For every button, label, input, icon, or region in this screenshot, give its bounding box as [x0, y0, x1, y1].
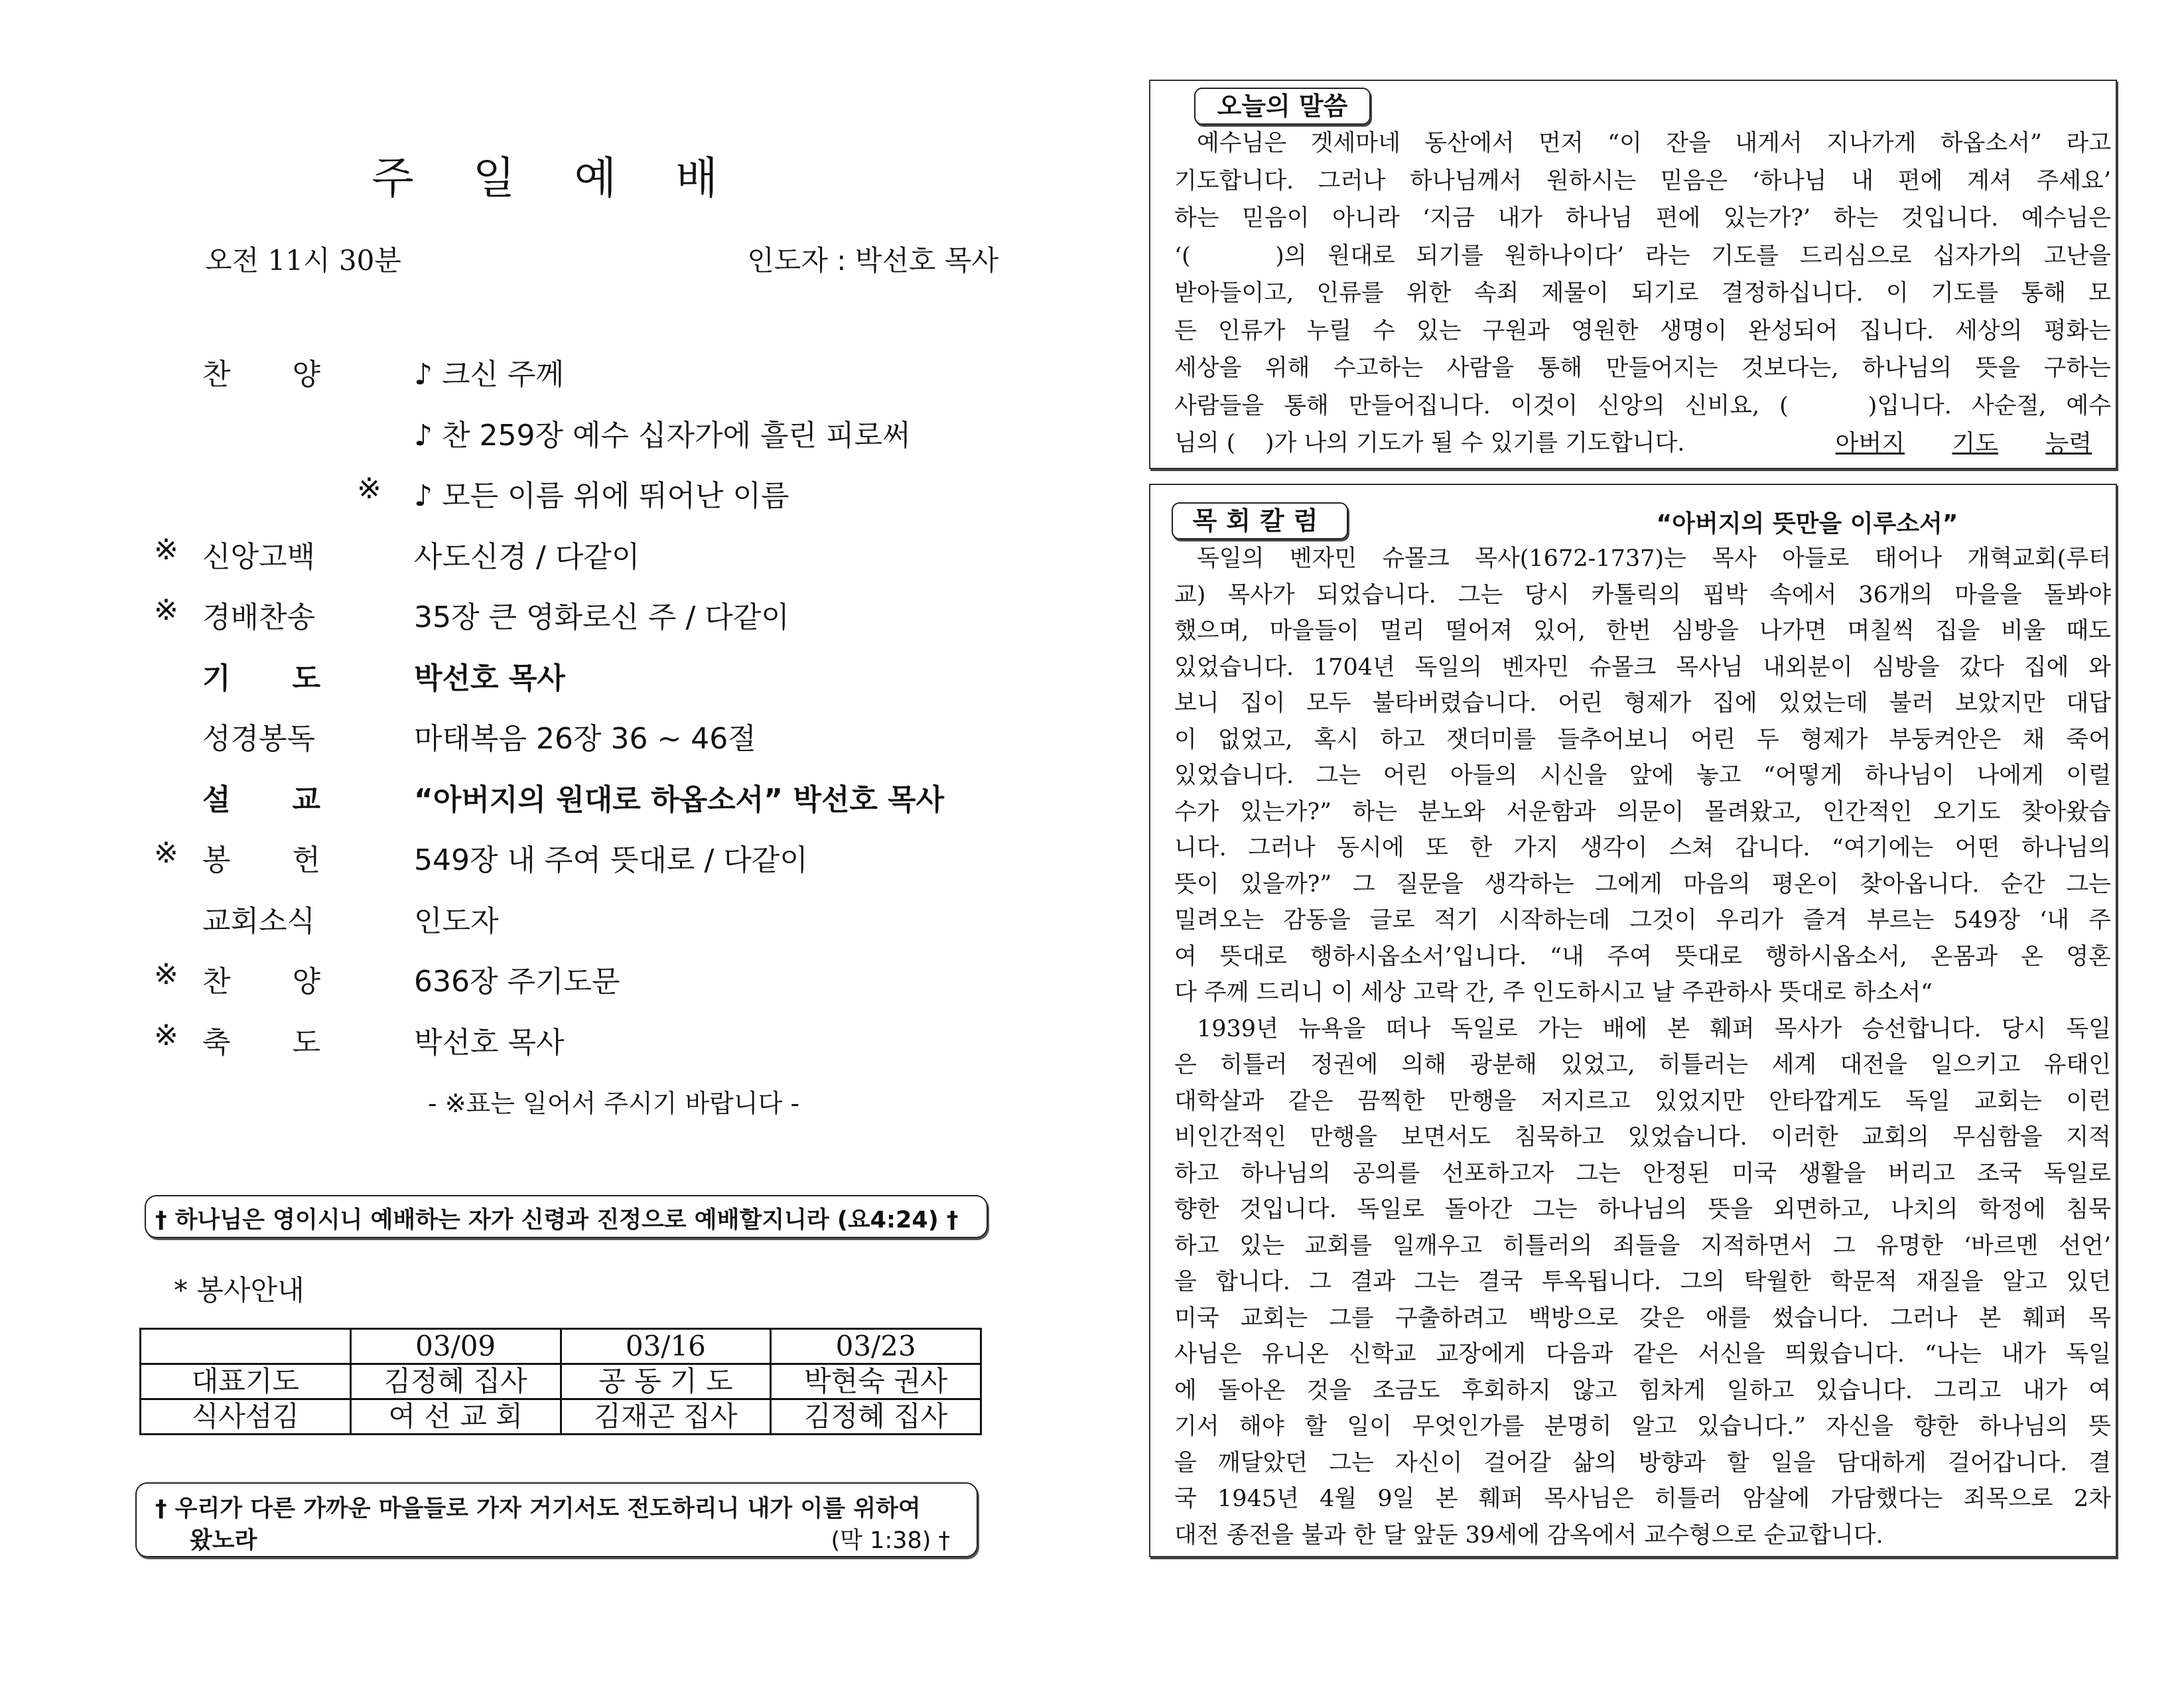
order-value: 인도자	[414, 904, 499, 938]
order-label: 축 도	[202, 1025, 320, 1060]
text-line: 세상을 위해 수고하는 사람을 통해 만들어지는 것보다는, 하나님의 뜻을 구하는	[1174, 355, 2111, 382]
text-line: 있었습니다. 그는 어린 아들의 시신을 앞에 놓고 “어떻게 하나님이 나에게 이럴	[1174, 762, 2111, 789]
pastor-column-tag: 목회칼럼	[1172, 502, 1348, 539]
service-time: 오전 11시 30분	[205, 244, 401, 277]
order-label: 신앙고백	[202, 539, 316, 574]
text-line: 예수님은 겟세마네 동산에서 먼저 “이 잔을 내게서 지나가게 하옵소서” 라고	[1197, 130, 2111, 157]
standing-note: - ※표는 일어서 주시기 바랍니다 -	[427, 1089, 800, 1118]
order-label: 찬 양	[202, 965, 320, 999]
verse-line-1: † 우리가 다른 가까운 마을들로 가자 거기서도 전도하리니 내가 이를 위하여	[155, 1496, 921, 1522]
text-line: 있었습니다. 1704년 독일의 벤자민 슈몰크 목사님 내외분이 심방을 갔다 집에 와	[1174, 654, 2111, 681]
text-line: 을 합니다. 그 결과 그는 결국 투옥됩니다. 그의 탁월한 학문적 재질을 알고 있던	[1174, 1269, 2111, 1295]
order-value: 35장 큰 영화로신 주 / 다같이	[414, 600, 789, 634]
text-line: 교) 목사가 되었습니다. 그는 당시 카톨릭의 핍박 속에서 36개의 마을을 돌봐야	[1174, 581, 2111, 608]
text-line: ‘( )의 원대로 되기를 원하나이다’ 라는 기도를 드리심으로 십자가의 고난을	[1174, 242, 2111, 269]
text-line: 보니 집이 모두 불타버렸습니다. 어린 형제가 집에 있었는데 불러 보았지만 대답	[1174, 690, 2111, 717]
table-cell: 김정혜 집사	[350, 1364, 561, 1399]
order-value: 549장 내 주여 뜻대로 / 다같이	[414, 843, 808, 877]
order-label: 설 교	[202, 782, 320, 817]
order-value: 박선호 목사	[414, 661, 565, 695]
table-cell: 여 선 교 회	[350, 1399, 561, 1435]
text-line: 니다. 그러나 동시에 또 한 가지 생각이 스쳐 갑니다. “여기에는 어떤 하나님의	[1174, 835, 2111, 861]
table-header-cell: 03/16	[561, 1329, 771, 1364]
order-label: 찬 양	[202, 358, 320, 391]
text-line: 대학살과 같은 끔찍한 만행을 저지르고 있었지만 안타깝게도 독일 교회는 이런	[1174, 1088, 2111, 1115]
table-header-cell: 03/09	[350, 1329, 561, 1364]
answer-word: 아버지	[1835, 430, 1905, 457]
service-leader: 인도자 : 박선호 목사	[747, 244, 998, 277]
text-line: 님의 ( )가 나의 기도가 될 수 있기를 기도합니다.	[1174, 430, 1685, 457]
answer-word: 능력	[2045, 430, 2092, 457]
text-line: 하고 하나님의 공의를 선포하고자 그는 안정된 미국 생활을 버리고 조국 독일로	[1174, 1160, 2111, 1187]
text-line: 대전 종전을 불과 한 달 앞둔 39세에 감옥에서 교수형으로 순교합니다.	[1174, 1521, 1883, 1549]
order-label: 기 도	[202, 661, 320, 695]
table-cell: 대표기도	[141, 1364, 351, 1399]
text-line: 여 뜻대로 행하시옵소서’입니다. “내 주여 뜻대로 행하시옵소서, 온몸과 온 영혼	[1174, 943, 2111, 970]
standing-mark: ※	[357, 472, 381, 506]
page-title: 주 일 예 배	[372, 153, 740, 204]
text-line: 사님은 유니온 신학교 교장에게 다음과 같은 서신을 띄웠습니다. “나는 내가 독일	[1174, 1341, 2111, 1368]
column-title: “아버지의 뜻만을 이루소서”	[1656, 510, 1958, 537]
text-line: 미국 교회는 그를 구출하려고 백방으로 갖은 애를 썼습니다. 그러나 본 훼퍼 목	[1174, 1304, 2111, 1332]
verse-line-2: 왔노라	[190, 1527, 257, 1554]
standing-mark: ※	[154, 593, 178, 627]
table-header-cell	[141, 1329, 351, 1364]
standing-mark: ※	[154, 836, 178, 870]
verse-box-john	[145, 1195, 988, 1238]
text-line: 밀려오는 감동을 글로 적기 시작하는데 그것이 우리가 즐겨 부르는 549장 ‘내 주	[1174, 907, 2111, 934]
order-label: 성경봉독	[202, 722, 316, 756]
text-line: 향한 것입니다. 독일로 돌아간 그는 하나님의 뜻을 외면하고, 나치의 학정에 침묵	[1174, 1196, 2111, 1223]
order-label: 봉 헌	[202, 843, 320, 877]
order-value: 마태복음 26장 36 ~ 46절	[414, 722, 756, 756]
todays-word-text	[1174, 125, 2111, 462]
standing-mark: ※	[154, 532, 178, 567]
table-cell: 공 동 기 도	[561, 1364, 771, 1399]
order-value: ♪ 찬 259장 예수 십자가에 흘린 피로써	[414, 418, 911, 453]
service-guide-title: * 봉사안내	[174, 1274, 305, 1306]
table-row	[141, 1399, 981, 1435]
table-header-row	[141, 1329, 981, 1364]
text-line: 하고 있는 교회를 일깨우고 히틀러의 죄들을 지적하면서 그 유명한 ‘바르멘 선언’	[1174, 1232, 2111, 1259]
order-value: ♪ 모든 이름 위에 뛰어난 이름	[414, 479, 789, 513]
table-cell: 박현숙 권사	[771, 1364, 981, 1399]
verse-reference: (막 1:38) †	[831, 1527, 950, 1554]
verse-box-mark	[135, 1482, 978, 1557]
text-line: 국 1945년 4월 9일 본 훼퍼 목사님은 히틀러 암살에 가담했다는 죄목으로 2차	[1174, 1486, 2111, 1512]
text-line: 기서 해야 할 일이 무엇인가를 분명히 알고 있습니다.” 자신을 향한 하나님의 뜻	[1174, 1413, 2111, 1440]
text-line: 받아들이고, 인류를 위한 속죄 제물이 되기로 결정하십니다. 이 기도를 통해 모	[1174, 280, 2111, 307]
text-line: 다 주께 드리니 이 세상 고락 간, 주 인도하시고 날 주관하사 뜻대로 하소서“	[1174, 979, 1933, 1006]
verse-text: † 하나님은 영이시니 예배하는 자가 신령과 진정으로 예배할지니라 (요4:24) †	[155, 1207, 959, 1234]
text-line: 독일의 벤자민 슈몰크 목사(1672-1737)는 목사 아들로 태어나 개혁교회(루터	[1197, 545, 2111, 572]
order-label: 교회소식	[202, 904, 316, 938]
order-value: 636장 주기도문	[414, 965, 620, 999]
order-value: “아버지의 원대로 하옵소서” 박선호 목사	[414, 782, 945, 817]
text-line: 하는 믿음이 아니라 ‘지금 내가 하나님 편에 있는가?’ 하는 것입니다. 예수님은	[1174, 205, 2111, 232]
text-line: 은 히틀러 정권에 의해 광분해 있었고, 히틀러는 세계 대전을 일으키고 유태인	[1174, 1052, 2111, 1078]
answer-words	[1796, 425, 2092, 458]
table-header-cell: 03/23	[771, 1329, 981, 1364]
todays-word-panel	[1149, 80, 2117, 469]
table-cell: 김정혜 집사	[771, 1399, 981, 1435]
text-line: 1939년 뉴욕을 떠나 독일로 가는 배에 본 훼퍼 목사가 승선합니다. 당시 독일	[1197, 1015, 2111, 1042]
text-line: 비인간적인 만행을 보면서도 침묵하고 있었습니다. 이러한 교회의 무심함을 지적	[1174, 1124, 2111, 1151]
pastor-column-panel	[1149, 484, 2117, 1557]
text-line: 에 돌아온 것을 조금도 후회하지 않고 힘차게 일하고 있습니다. 그리고 내가 여	[1174, 1377, 2111, 1404]
text-line: 수가 있는가?” 하는 분노와 서운함과 의문이 몰려왔고, 인간적인 오기도 찾아왔습	[1174, 798, 2111, 825]
answer-word: 기도	[1952, 430, 1998, 457]
standing-mark: ※	[154, 1018, 178, 1052]
text-line: 했으며, 마을들이 멀리 떨어져 있어, 한번 심방을 나가면 며칠씩 집을 비울 때도	[1174, 618, 2111, 644]
order-value: 사도신경 / 다같이	[414, 539, 640, 574]
text-line: 뜻이 있을까?” 그 질문을 생각하는 그에게 마음의 평온이 찾아옵니다. 순간 그는	[1174, 871, 2111, 898]
text-line: 이 없었고, 혹시 하고 잿더미를 들추어보니 어린 두 형제가 부둥켜안은 채 죽어	[1174, 726, 2111, 753]
text-line: 을 깨달았던 그는 자신이 걸어갈 삶의 방향과 할 일을 담대하게 걸어갑니다. 결	[1174, 1449, 2111, 1476]
order-value: ♪ 크신 주께	[414, 358, 565, 391]
text-line: 기도합니다. 그러나 하나님께서 원하시는 믿음은 ‘하나님 내 편에 계셔 주세요’	[1174, 167, 2111, 194]
table-row	[141, 1364, 981, 1399]
column-text	[1174, 541, 2111, 1553]
order-label: 경배찬송	[202, 600, 316, 634]
text-line: 든 인류가 누릴 수 있는 구원과 영원한 생명이 완성되어 집니다. 세상의 평화는	[1174, 317, 2111, 344]
service-table	[139, 1328, 982, 1435]
order-value: 박선호 목사	[414, 1025, 565, 1060]
table-cell: 식사섬김	[141, 1399, 351, 1435]
standing-mark: ※	[154, 957, 178, 991]
todays-word-tag: 오늘의 말씀	[1194, 88, 1371, 125]
table-cell: 김재곤 집사	[561, 1399, 771, 1435]
text-line: 사람들을 통해 만들어집니다. 이것이 신앙의 신비요, ( )입니다. 사순절, 예수	[1174, 392, 2111, 419]
